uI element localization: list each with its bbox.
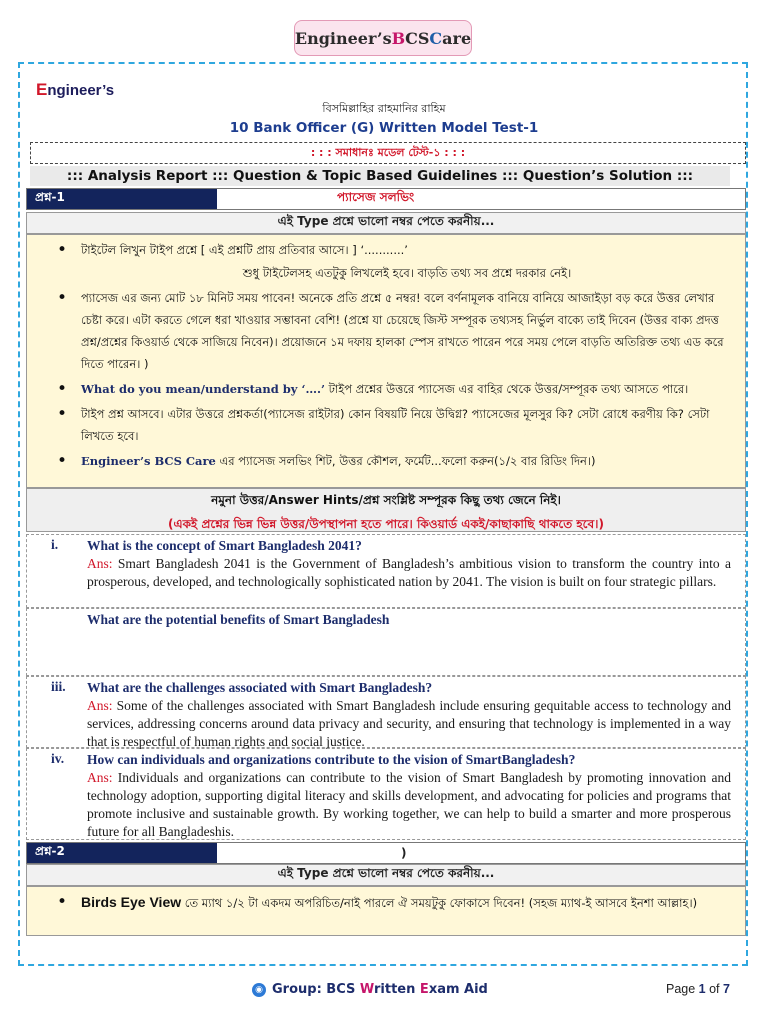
question-1-type-row: এই Type প্রশ্নে ভালো নম্বর পেতে করনীয়... xyxy=(26,212,746,234)
qa-number: iii. xyxy=(51,679,66,694)
tip-item xyxy=(57,378,733,400)
page-number xyxy=(666,982,730,996)
brand-logo xyxy=(36,80,114,100)
brand-rest: ngineer’s xyxy=(47,82,115,99)
tip-subline: শুধু টাইটেলসহ এতটুকু লিখলেই হবে। বাড়তি তথ্য সব প্রশ্নে দরকার নেই। xyxy=(242,266,572,280)
qa-question: What are the potential benefits of Smart Bangladesh xyxy=(87,612,390,627)
qa-answer xyxy=(27,554,745,591)
qa-question: What is the concept of Smart Bangladesh 2041? xyxy=(87,538,362,553)
question-2-label: প্রশ্ন-2 xyxy=(27,843,217,863)
brand-initial: E xyxy=(36,80,48,99)
ans-label: Ans: xyxy=(87,556,113,571)
qa-answer xyxy=(27,768,745,841)
group-mid: ritten xyxy=(374,982,420,997)
tip-brand: Engineer’s BCS Care xyxy=(81,454,216,468)
qa-item xyxy=(26,676,746,748)
group-credit xyxy=(252,982,488,997)
qa-question: How can individuals and organizations contribute to the vision of SmartBangladesh? xyxy=(87,752,576,767)
ans-text: Some of the challenges associated with Smart Bangladesh include ensuring gequitable access to technology and services, addressing concerns around data privacy and security, and ensuring that technology is implemented in a way that is respectful of human rights and social justice. xyxy=(87,698,731,749)
question-2-type-row: এই Type প্রশ্নে ভালো নম্বর পেতে করনীয়... xyxy=(26,864,746,886)
header-banner xyxy=(294,20,472,56)
answer-hints-header xyxy=(26,488,746,532)
page-current: 1 xyxy=(698,982,706,996)
qa-item xyxy=(26,748,746,840)
hints-line-2: (একই প্রশ্নের ভিন্ন ভিন্ন উত্তর/উপস্থাপনা হতে পারে। কিওয়ার্ড একই/কাছাকাছি থাকতে হবে।) xyxy=(168,517,604,531)
qa-question: What are the challenges associated with Smart Bangladesh? xyxy=(87,680,433,695)
tip-item: • টাইপ প্রশ্ন আসবে। এটার উত্তরে প্রশ্নকর্তা(প্যাসেজ রাইটার) কোন বিষয়টি নিয়ে উদ্বিগ্ন? প্যাসেজের মূলসুর কি? সেটা রোধে করণীয় কি? সেটা লিখতে হবে। xyxy=(57,403,733,447)
page-footer xyxy=(0,982,768,1002)
question-1-tips xyxy=(26,234,746,488)
question-2-tips xyxy=(26,886,746,936)
tip-item: • টাইটেল লিখুন টাইপ প্রশ্নে [ এই প্রশ্নটি প্রায় প্রতিবার আসে। ] ‘...........’ xyxy=(57,239,733,261)
tip-item xyxy=(57,891,733,914)
ans-text: Smart Bangladesh 2041 is the Government of Bangladesh’s ambitious vision to transform the country into a prosperous, developed, and technologically sophisticated nation by 2041. The vision is built on four strategic pillars. xyxy=(87,556,731,589)
tip-bold: Birds Eye View xyxy=(81,894,182,910)
group-text xyxy=(272,982,488,997)
qa-answer xyxy=(27,628,745,629)
page-of: of xyxy=(705,982,723,996)
question-2-topic: ) xyxy=(401,846,407,860)
tip-text: টাইপ প্রশ্নের উত্তরে প্যাসেজ এর বাহির থেকে উত্তর/সম্পূরক তথ্য আসতে পারে। xyxy=(328,382,689,396)
question-1-topic: প্যাসেজ সলভিং xyxy=(337,190,415,204)
qa-item xyxy=(26,608,746,676)
bismillah: বিসমিল্লাহির রাহমানির রাহিম xyxy=(322,102,446,115)
page-total: 7 xyxy=(723,982,730,996)
banner-text-1: Engineer’s xyxy=(294,28,392,48)
qa-number: i. xyxy=(51,537,59,552)
ans-label: Ans: xyxy=(87,770,113,785)
ans-text: Individuals and organizations can contribute to the vision of Smart Bangladesh by promoting innovation and technology adoption, supporting digital literacy and skills development, and advocating for policies and programs that promote inclusive and sustainable growth. By working together, we can help to build a smarter and more prosperous future for all Bangladeshis. xyxy=(87,770,731,839)
page-prefix: Page xyxy=(666,982,699,996)
banner-text-5: are xyxy=(442,28,472,48)
tip-text: তে ম্যাথ ১/২ টা একদম অপরিচিত/নাই পারলে ঐ সময়টুকু ফোকাসে দিবেন! (সহজ ম্যাথ-ই আসবে ইনশা আল্লাহ।) xyxy=(181,896,698,910)
test-title: 10 Bank Officer (G) Written Model Test-1 xyxy=(229,120,539,136)
banner-text-3: CS xyxy=(405,28,430,48)
banner-text-4: C xyxy=(429,28,443,48)
group-w: W xyxy=(359,982,375,997)
question-1-header xyxy=(26,188,746,210)
analysis-bar: ::: Analysis Report ::: Question & Topic Based Guidelines ::: Question’s Solution ::: xyxy=(30,166,730,186)
model-test-line: : : : সমাধানঃ মডেল টেস্ট-১ : : : xyxy=(30,142,746,164)
group-end: xam Aid xyxy=(428,982,488,997)
globe-icon: ◉ xyxy=(252,983,266,997)
group-prefix: Group: BCS xyxy=(272,982,360,997)
tip-text: এর প্যাসেজ সলভিং শিট, উত্তর কৌশল, ফর্মেট...ফলো করুন(১/২ বার রিডিং দিন।) xyxy=(219,454,596,468)
hints-line-1: নমুনা উত্তর/Answer Hints/প্রশ্ন সংশ্লিষ্ট সম্পূরক কিছু তথ্য জেনে নিই। xyxy=(211,493,561,507)
banner-text-2: B xyxy=(391,28,406,48)
question-1-label: প্রশ্ন-1 xyxy=(27,189,217,209)
question-2-header xyxy=(26,842,746,864)
qa-number: iv. xyxy=(51,751,65,766)
tip-item: • প্যাসেজ এর জন্য মোট ১৮ মিনিট সময় পাবেন! অনেকে প্রতি প্রশ্নে ৫ নম্বর! বলে বর্ণনামূলক বানিয়ে বানিয়ে আজাইড়া বড় করে উত্তর লেখার চেষ্টা করে। এটা করতে গেলে ধরা খাওয়ার সম্ভাবনা বেশি! (প্রশ্নে যা চেয়েছে জিস্ট সম্পূরক তথ্যসহ নির্ভুল বাক্যে তাই দিবেন (উত্তর বাক্য প্রদত্ত প্রশ্ন/প্রশ্নের কিওয়ার্ড থেকে সাজিয়ে নিবেন)। প্রয়োজনে ১ম দফায় হালকা স্পেস রাখতে পারেন পরে সময় পেলে বাড়তি অতিরিক্ত তথ্য এড করে দিতে পারেন। ) xyxy=(57,287,733,375)
group-e: E xyxy=(419,982,429,997)
tip-english: What do you mean/understand by ‘….’ xyxy=(81,382,325,396)
tip-item xyxy=(57,450,733,472)
ans-label: Ans: xyxy=(87,698,113,713)
qa-item xyxy=(26,534,746,608)
qa-answer xyxy=(27,696,745,751)
